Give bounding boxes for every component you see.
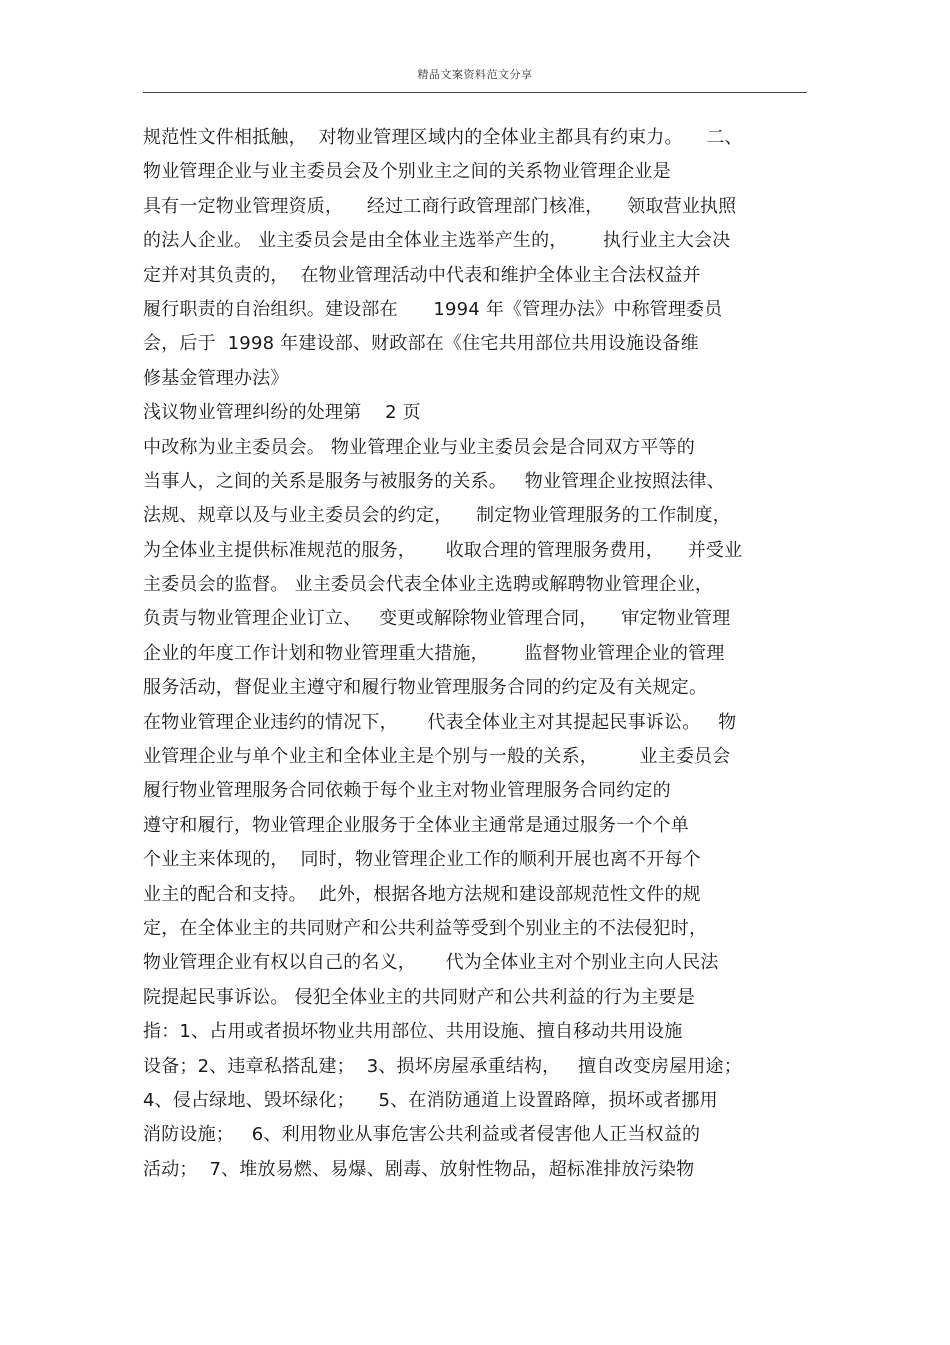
page-header: 精品文案资料范文分享 [417, 68, 533, 81]
body-line: 活动； 7、堆放易燃、易爆、剧毒、放射性物品，超标准排放污染物 [143, 1158, 695, 1180]
body-line: 消防设施； 6、利用物业从事危害公共利益或者侵害他人正当权益的 [143, 1124, 701, 1146]
body-line: 院提起民事诉讼。 侵犯全体业主的共同财产和公共利益的行为主要是 [143, 986, 695, 1008]
body-line: 业主的配合和支持。 此外，根据各地方法规和建设部规范性文件的规 [143, 883, 701, 905]
body-line: 定，在全体业主的共同财产和公共利益等受到个别业主的不法侵犯时， [143, 917, 708, 939]
body-line: 负责与物业管理企业订立、 变更或解除物业管理合同， 审定物业管理 [143, 608, 731, 630]
body-line: 定并对其负责的， 在物业管理活动中代表和维护全体业主合法权益并 [143, 264, 701, 286]
body-line: 主委员会的监督。 业主委员会代表全体业主选聘或解聘物业管理企业， [143, 574, 714, 596]
body-line: 遵守和履行，物业管理企业服务于全体业主通常是通过服务一个个单 [143, 814, 689, 836]
body-line: 在物业管理企业违约的情况下， 代表全体业主对其提起民事诉讼。 物 [143, 711, 737, 733]
document-body [143, 121, 823, 1187]
body-line: 个业主来体现的， 同时，物业管理企业工作的顺利开展也离不开每个 [143, 849, 701, 871]
body-line: 4、侵占绿地、毁坏绿化； 5、在消防通道上设置路障，损坏或者挪用 [143, 1089, 718, 1111]
header-divider [143, 92, 807, 93]
body-line: 业管理企业与单个业主和全体业主是个别与一般的关系， 业主委员会 [143, 746, 731, 768]
body-line: 物业管理企业与业主委员会及个别业主之间的关系物业管理企业是 [143, 161, 671, 183]
body-line: 服务活动，督促业主遵守和履行物业管理服务合同的约定及有关规定。 [143, 677, 708, 699]
body-line: 法规、规章以及与业主委员会的约定， 制定物业管理服务的工作制度， [143, 505, 731, 527]
body-line: 会，后于 1998 年建设部、财政部在《住宅共用部位共用设施设备维 [143, 333, 699, 355]
body-line: 当事人，之间的关系是服务与被服务的关系。 物业管理企业按照法律、 [143, 470, 725, 492]
body-line: 履行职责的自治组织。建设部在 1994 年《管理办法》中称管理委员 [143, 298, 723, 320]
body-line: 设备；2、违章私搭乱建； 3、损坏房屋承重结构， 擅自改变房屋用途； [143, 1055, 742, 1077]
body-line: 具有一定物业管理资质， 经过工商行政管理部门核准， 领取营业执照 [143, 195, 737, 217]
body-line: 的法人企业。 业主委员会是由全体业主选举产生的， 执行业主大会决 [143, 230, 731, 252]
page-title-line: 浅议物业管理纠纷的处理第 2 页 [143, 402, 421, 424]
body-line: 履行物业管理服务合同依赖于每个业主对物业管理服务合同约定的 [143, 780, 671, 802]
body-line: 修基金管理办法》 [143, 367, 289, 389]
body-line: 物业管理企业有权以自己的名义， 代为全体业主对个别业主向人民法 [143, 952, 719, 974]
body-line: 为全体业主提供标准规范的服务， 收取合理的管理服务费用， 并受业 [143, 539, 743, 561]
body-line: 中改称为业主委员会。 物业管理企业与业主委员会是合同双方平等的 [143, 436, 695, 458]
body-line: 规范性文件相抵触， 对物业管理区域内的全体业主都具有约束力。 二、 [143, 127, 743, 148]
body-line: 企业的年度工作计划和物业管理重大措施， 监督物业管理企业的管理 [143, 642, 725, 664]
body-line: 指：1、占用或者损坏物业共用部位、共用设施、擅自移动共用设施 [143, 1021, 683, 1043]
